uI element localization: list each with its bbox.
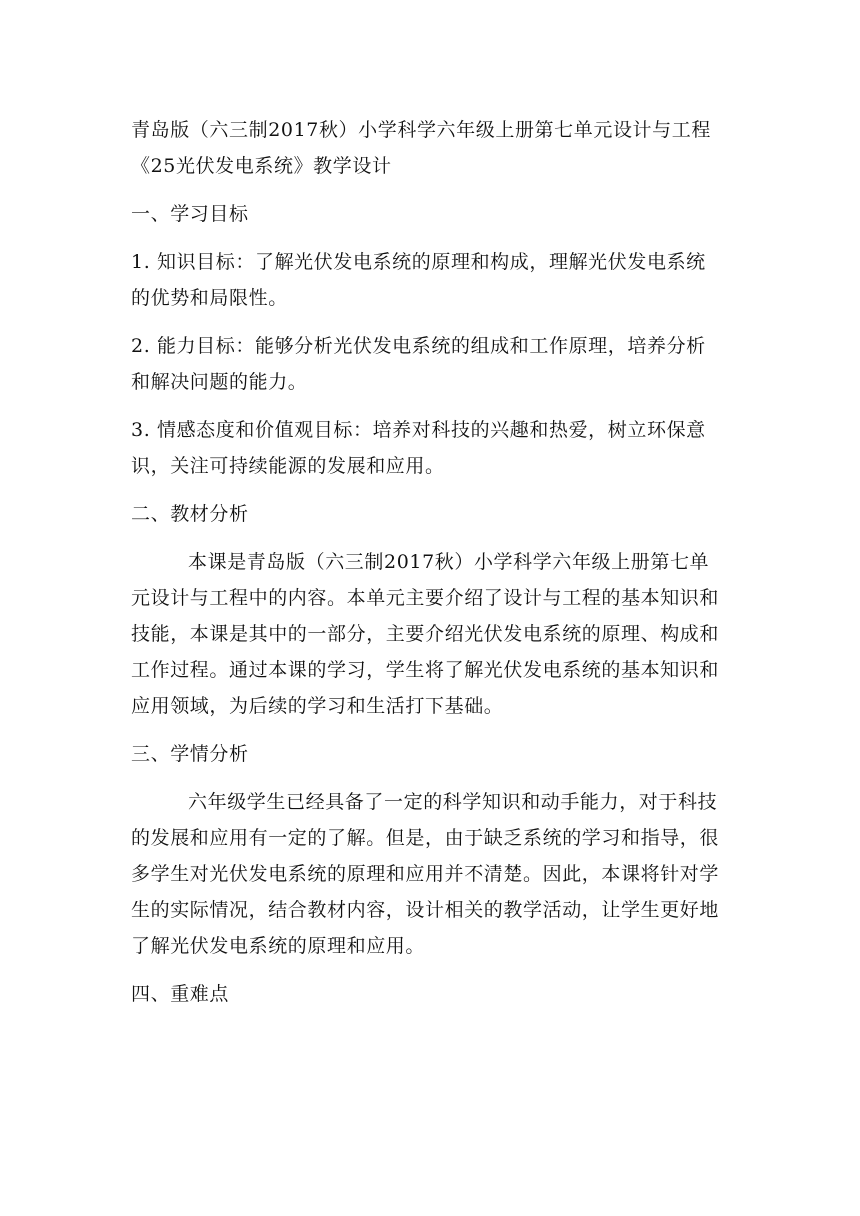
goal-knowledge-line-2: 的优势和局限性。 — [131, 287, 288, 309]
section-heading-student-analysis — [131, 736, 733, 772]
paragraph-line: 应用领域，为后续的学习和生活打下基础。 — [131, 695, 504, 717]
paragraph-line: 六年级学生已经具备了一定的科学知识和动手能力，对于科技 — [188, 791, 718, 813]
document-body — [131, 112, 733, 1024]
paragraph-line: 的发展和应用有一定的了解。但是，由于缺乏系统的学习和指导，很 — [131, 827, 720, 849]
section-heading-text: 一、学习目标 — [131, 203, 249, 225]
goal-ability-line-2: 和解决问题的能力。 — [131, 371, 308, 393]
goal-ability — [131, 328, 733, 400]
paragraph-line: 工作过程。通过本课的学习，学生将了解光伏发电系统的基本知识和 — [131, 659, 720, 681]
paragraph-line: 了解光伏发电系统的原理和应用。 — [131, 935, 426, 957]
title-line-2: 《25光伏发电系统》教学设计 — [131, 155, 392, 177]
section-heading-learning-goals — [131, 196, 733, 232]
section-heading-key-points — [131, 976, 733, 1012]
paragraph-line: 元设计与工程中的内容。本单元主要介绍了设计与工程的基本知识和 — [131, 587, 720, 609]
paragraph-line: 技能，本课是其中的一部分，主要介绍光伏发电系统的原理、构成和 — [131, 623, 720, 645]
goal-emotion-line-2: 识，关注可持续能源的发展和应用。 — [131, 455, 445, 477]
document-title — [131, 112, 733, 184]
material-analysis-paragraph — [131, 544, 733, 724]
goal-knowledge — [131, 244, 733, 316]
student-analysis-paragraph — [131, 784, 733, 964]
goal-emotion — [131, 412, 733, 484]
section-heading-text: 三、学情分析 — [131, 743, 249, 765]
goal-knowledge-line-1: 1. 知识目标：了解光伏发电系统的原理和构成，理解光伏发电系统 — [131, 251, 706, 273]
section-heading-text: 四、重难点 — [131, 983, 230, 1005]
goal-ability-line-1: 2. 能力目标：能够分析光伏发电系统的组成和工作原理，培养分析 — [131, 335, 706, 357]
section-heading-text: 二、教材分析 — [131, 503, 249, 525]
paragraph-line: 生的实际情况，结合教材内容，设计相关的教学活动，让学生更好地 — [131, 899, 720, 921]
paragraph-line: 本课是青岛版（六三制2017秋）小学科学六年级上册第七单 — [188, 551, 710, 573]
title-line-1: 青岛版（六三制2017秋）小学科学六年级上册第七单元设计与工程 — [131, 119, 711, 141]
section-heading-material-analysis — [131, 496, 733, 532]
paragraph-line: 多学生对光伏发电系统的原理和应用并不清楚。因此，本课将针对学 — [131, 863, 720, 885]
goal-emotion-line-1: 3. 情感态度和价值观目标：培养对科技的兴趣和热爱，树立环保意 — [131, 419, 706, 441]
